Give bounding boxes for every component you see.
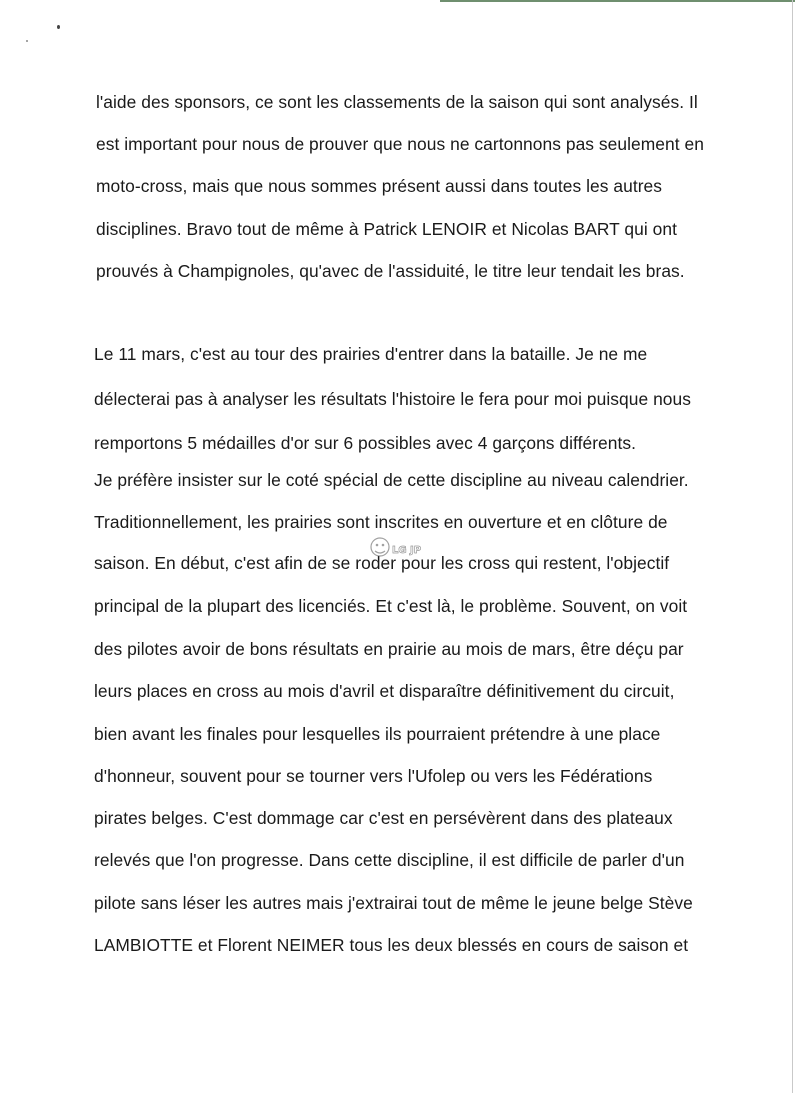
text-line: est important pour nous de prouver que nous ne cartonnons pas seulement en bbox=[96, 134, 704, 154]
text-line: leurs places en cross au mois d'avril et disparaître définitivement du circuit, bbox=[94, 681, 675, 701]
text-line: délecterai pas à analyser les résultats l'histoire le fera pour moi puisque nous bbox=[94, 389, 691, 409]
scan-speck bbox=[26, 40, 28, 42]
text-line: Je préfère insister sur le coté spécial de cette discipline au niveau calendrier. bbox=[94, 470, 689, 490]
text-line: relevés que l'on progresse. Dans cette discipline, il est difficile de parler d'un bbox=[94, 850, 685, 870]
scan-speck bbox=[57, 25, 60, 29]
text-line: moto-cross, mais que nous sommes présent aussi dans toutes les autres bbox=[96, 176, 663, 196]
stamp-text: LG JP bbox=[392, 545, 422, 556]
scan-edge-right bbox=[792, 0, 793, 1093]
watermark-stamp-icon bbox=[368, 532, 424, 568]
text-line: Traditionnellement, les prairies sont inscrites en ouverture et en clôture de bbox=[94, 512, 668, 532]
text-line: pirates belges. C'est dommage car c'est en persévèrent dans des plateaux bbox=[94, 808, 673, 828]
text-line: l'aide des sponsors, ce sont les classements de la saison qui sont analysés. Il bbox=[96, 92, 698, 112]
text-line: bien avant les finales pour lesquelles ils pourraient prétendre à une place bbox=[94, 724, 661, 744]
text-line: principal de la plupart des licenciés. Et c'est là, le problème. Souvent, on voit bbox=[94, 596, 688, 616]
text-line: remportons 5 médailles d'or sur 6 possibles avec 4 garçons différents. bbox=[94, 433, 637, 453]
text-line: disciplines. Bravo tout de même à Patrick LENOIR et Nicolas BART qui ont bbox=[96, 219, 677, 239]
text-line: Le 11 mars, c'est au tour des prairies d'entrer dans la bataille. Je ne me bbox=[94, 344, 648, 364]
text-line: prouvés à Champignoles, qu'avec de l'assiduité, le titre leur tendait les bras. bbox=[96, 261, 685, 281]
text-line: LAMBIOTTE et Florent NEIMER tous les deux blessés en cours de saison et bbox=[94, 935, 689, 955]
text-line: d'honneur, souvent pour se tourner vers l'Ufolep ou vers les Fédérations bbox=[94, 766, 653, 786]
text-line: des pilotes avoir de bons résultats en prairie au mois de mars, être déçu par bbox=[94, 639, 684, 659]
scan-edge-top bbox=[440, 0, 795, 2]
text-line: saison. En début, c'est afin de se roder pour les cross qui restent, l'objectif bbox=[94, 553, 670, 573]
text-line: pilote sans léser les autres mais j'extrairai tout de même le jeune belge Stève bbox=[94, 893, 693, 913]
